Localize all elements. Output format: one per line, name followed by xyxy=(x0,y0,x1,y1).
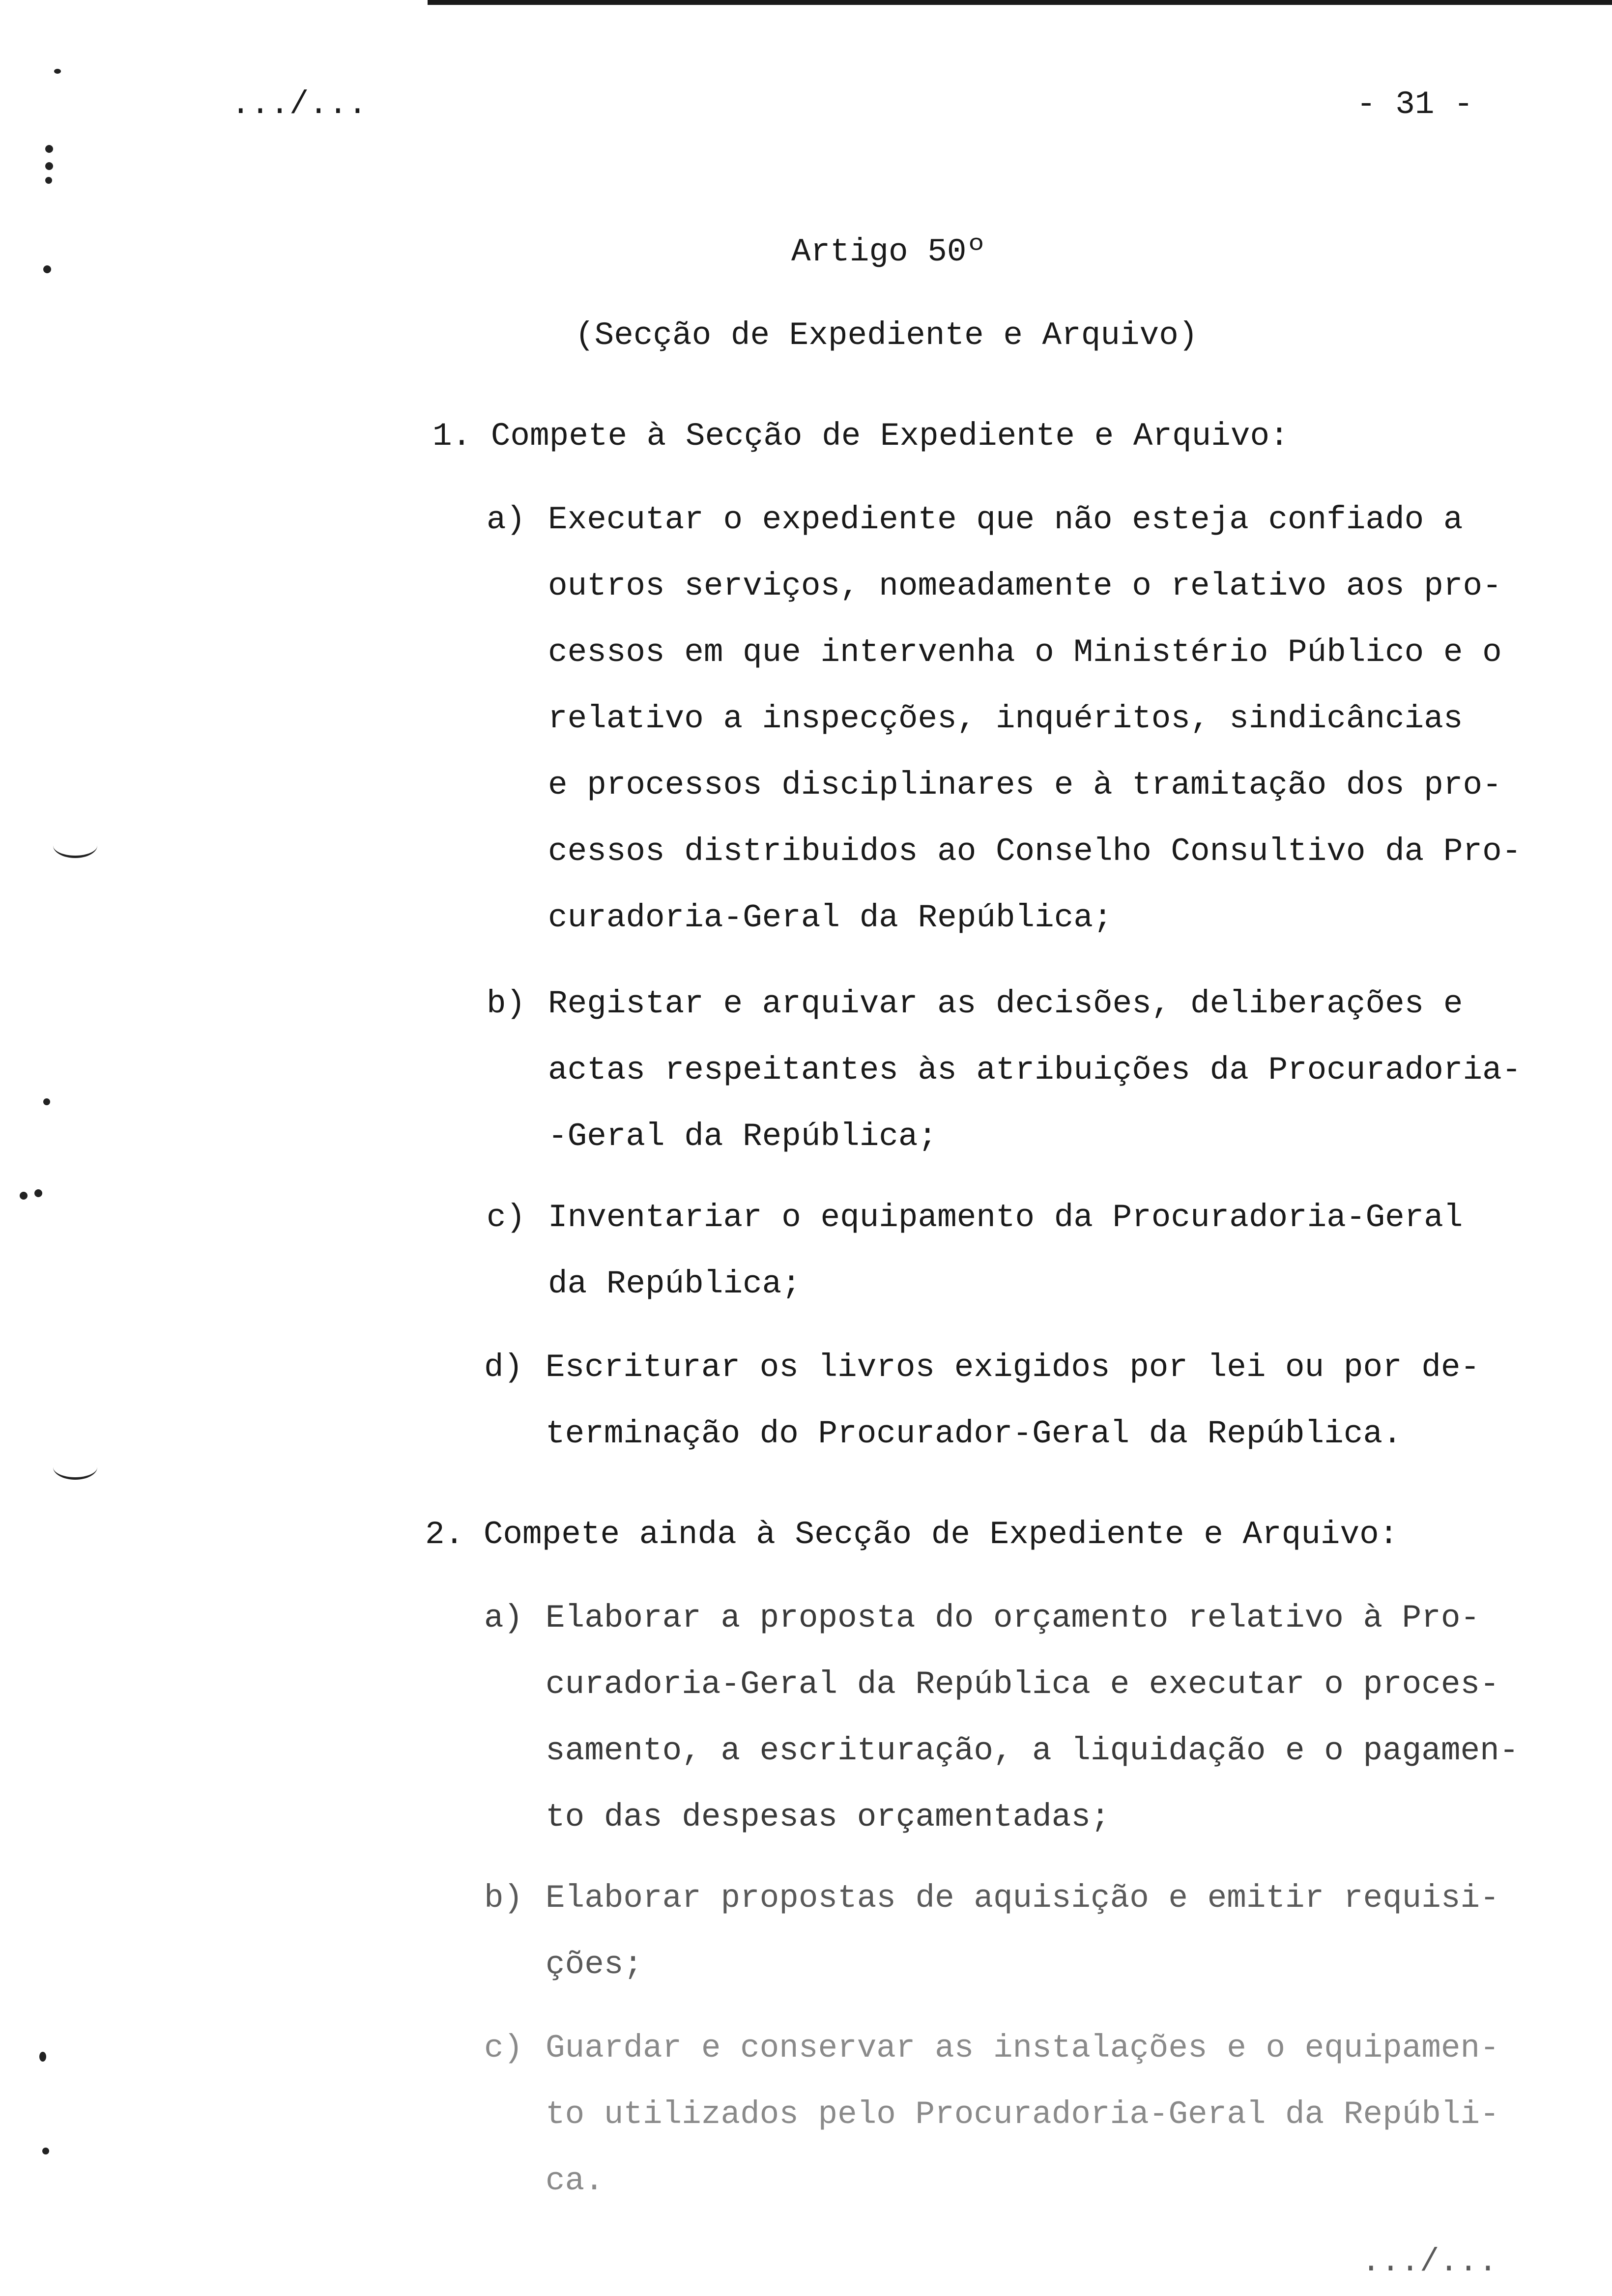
scan-speck xyxy=(34,1189,42,1197)
item-line: relativo a inspecções, inquéritos, sindicâncias xyxy=(548,700,1463,737)
top-rule xyxy=(428,0,1612,5)
scan-speck xyxy=(43,1098,50,1105)
item-line: outros serviços, nomeadamente o relativo aos pro- xyxy=(548,568,1502,604)
scan-speck xyxy=(20,1192,28,1200)
item-line: cessos distribuidos ao Conselho Consultivo da Pro- xyxy=(548,833,1522,870)
page-number: - 31 - xyxy=(1356,86,1473,123)
continuation-mark-top: .../... xyxy=(231,86,368,123)
item-line: e processos disciplinares e à tramitação dos pro- xyxy=(548,767,1502,804)
item-label: b) xyxy=(487,985,526,1022)
item-line: Elaborar propostas de aquisição e emitir requisi- xyxy=(546,1880,1499,1917)
item-line: -Geral da República; xyxy=(548,1118,938,1155)
section-2-heading: 2. Compete ainda à Secção de Expediente e Arquivo: xyxy=(425,1516,1399,1553)
item-line: da República; xyxy=(548,1265,801,1302)
item-line: Executar o expediente que não esteja confiado a xyxy=(548,501,1463,538)
item-line: Registar e arquivar as decisões, deliberações e xyxy=(548,985,1463,1022)
scan-speck xyxy=(45,145,53,153)
article-subtitle: (Secção de Expediente e Arquivo) xyxy=(575,317,1198,354)
item-line: to utilizados pelo Procuradoria-Geral da Repúbli- xyxy=(546,2096,1499,2133)
item-line: Inventariar o equipamento da Procuradoria-Geral xyxy=(548,1199,1463,1236)
punch-hole-mark xyxy=(53,1455,97,1480)
item-label: d) xyxy=(484,1349,523,1386)
item-line: ções; xyxy=(546,1946,643,1983)
scan-speck xyxy=(39,2052,46,2062)
item-label: a) xyxy=(487,501,526,538)
item-line: to das despesas orçamentadas; xyxy=(546,1799,1110,1836)
item-line: actas respeitantes às atribuições da Procuradoria- xyxy=(548,1052,1522,1089)
item-line: Elaborar a proposta do orçamento relativo à Pro- xyxy=(546,1600,1480,1636)
scan-speck xyxy=(45,177,52,184)
item-line: curadoria-Geral da República e executar o proces- xyxy=(546,1666,1499,1703)
item-line: Guardar e conservar as instalações e o equipamen- xyxy=(546,2030,1499,2066)
item-line: curadoria-Geral da República; xyxy=(548,899,1113,936)
item-label: a) xyxy=(484,1600,523,1636)
punch-hole-mark xyxy=(53,833,97,858)
item-line: ca. xyxy=(546,2162,604,2199)
item-label: b) xyxy=(484,1880,523,1917)
item-line: samento, a escrituração, a liquidação e o pagamen- xyxy=(546,1732,1519,1769)
item-line: Escriturar os livros exigidos por lei ou por de- xyxy=(546,1349,1480,1386)
article-title: Artigo 50º xyxy=(791,233,986,270)
scan-speck xyxy=(45,162,53,170)
scan-speck xyxy=(43,265,51,273)
item-label: c) xyxy=(484,2030,523,2066)
scan-speck xyxy=(54,69,61,74)
item-line: cessos em que intervenha o Ministério Público e o xyxy=(548,634,1502,671)
section-1-heading: 1. Compete à Secção de Expediente e Arquivo: xyxy=(432,418,1289,455)
scan-speck xyxy=(42,2148,49,2154)
item-line: terminação do Procurador-Geral da República. xyxy=(546,1415,1402,1452)
item-label: c) xyxy=(487,1199,526,1236)
continuation-mark-bottom: .../... xyxy=(1361,2243,1498,2280)
